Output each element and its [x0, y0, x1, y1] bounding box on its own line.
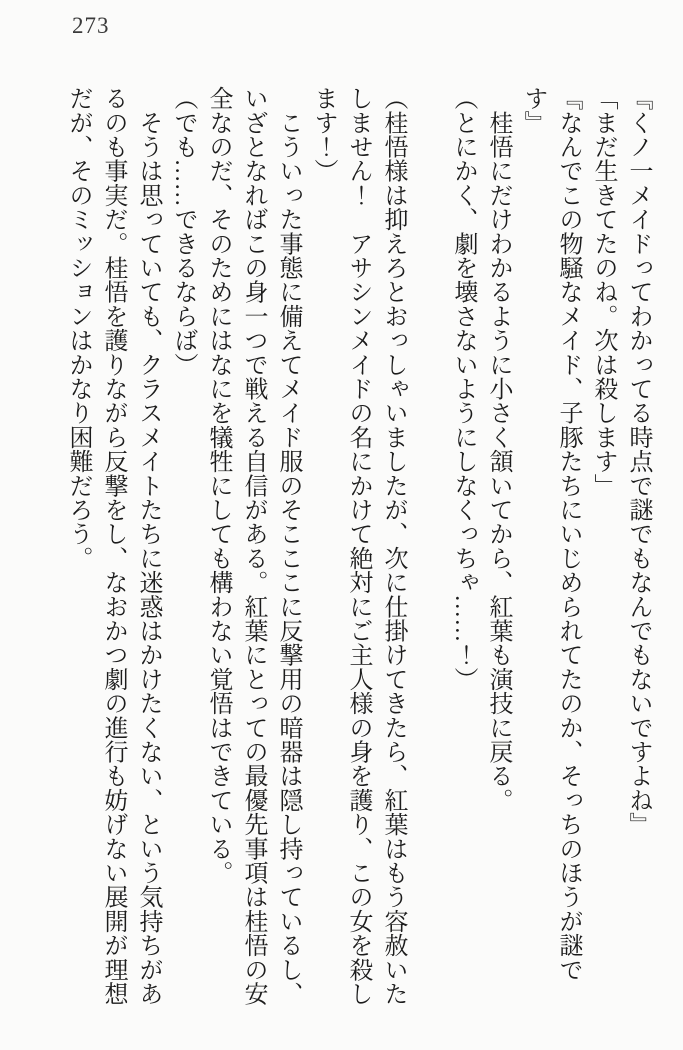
text-line: （桂悟様は抑えろとおっしゃいましたが、次に仕掛けてきたら、紅葉はもう容赦いた [380, 86, 406, 1006]
page-text [60, 86, 655, 1010]
text-line: （とにかく、劇を壊さないようにしなくっちゃ……！） [450, 86, 476, 691]
text-line: るのも事実だ。桂悟を護りながら反撃をし、なおかつ劇の進行も妨げない展開が理想 [100, 86, 126, 1006]
page-number: 273 [72, 13, 110, 38]
text-line-blank [410, 86, 445, 1010]
text-line: しません！ アサシンメイドの名にかけて絶対にご主人様の身を護り、この女を殺し [345, 86, 371, 1006]
text-line: す』 [520, 86, 546, 135]
text-line: （でも……できるならば） [170, 86, 196, 377]
text-line: 『なんでこの物騒なメイド、子豚たちにいじめられてたのか、そっちのほうが謎で [555, 86, 581, 982]
text-line: ます！） [310, 86, 336, 183]
text-line: 「まだ生きてたのね。次は殺します」 [590, 86, 616, 498]
text-line: こういった事態に備えてメイド服のそこここに反撃用の暗器は隠し持っているし、 [275, 86, 301, 1006]
text-line: そうは思っていても、クラスメイトたちに迷惑はかけたくない、という気持ちがあ [135, 86, 161, 1006]
text-line: だが、そのミッションはかなり困難だろう。 [65, 86, 91, 570]
text-line: 『くノ一メイドってわかってる時点で謎でもなんでもないですよね』 [625, 86, 651, 837]
text-line: 全なのだ、そのためにはなにを犠牲にしても構わない覚悟はできている。 [205, 86, 231, 885]
text-line: いざとなればこの身一つで戦える自信がある。紅葉にとっての最優先事項は桂悟の安 [240, 86, 266, 1006]
text-line: 桂悟にだけわかるように小さく頷いてから、紅葉も演技に戻る。 [485, 86, 511, 812]
